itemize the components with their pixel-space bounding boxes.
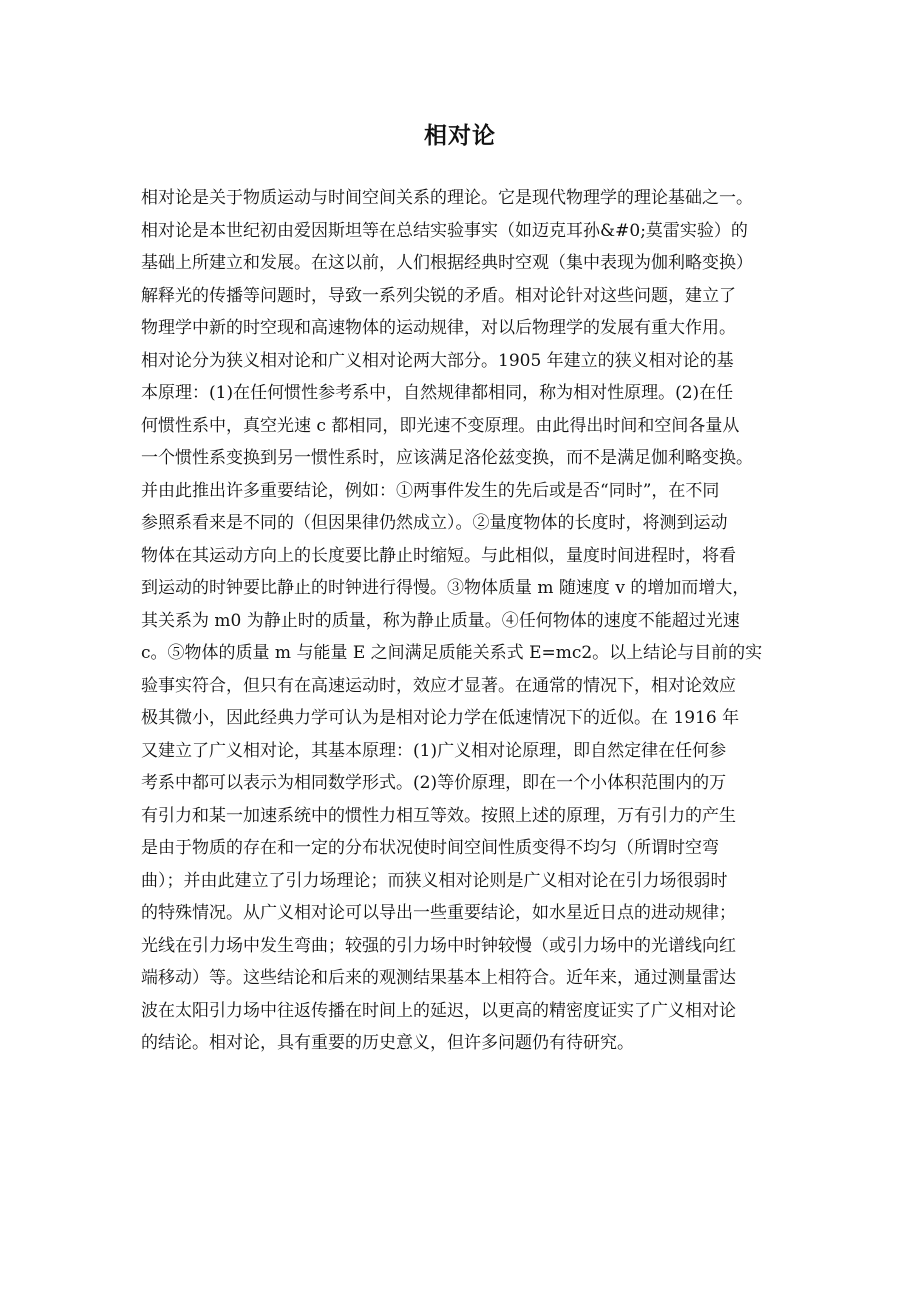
text-line: 并由此推出许多重要结论，例如：①两事件发生的先后或是否“同时”，在不同 xyxy=(141,480,720,501)
text-line: 又建立了广义相对论，其基本原理：(1)广义相对论原理，即自然定律在任何参 xyxy=(141,740,727,761)
text-line: 的结论。相对论，具有重要的历史意义，但许多问题仍有待研究。 xyxy=(141,1033,634,1053)
text-line: 物理学中新的时空现和高速物体的运动规律，对以后物理学的发展有重大作用。 xyxy=(141,318,736,338)
text-line: 验事实符合，但只有在高速运动时，效应才显著。在通常的情况下，相对论效应 xyxy=(141,675,736,696)
text-line: 相对论是本世纪初由爱因斯坦等在总结实验事实（如迈克耳孙&#0;莫雷实验）的 xyxy=(141,220,748,241)
text-line: 的特殊情况。从广义相对论可以导出一些重要结论，如水星近日点的进动规律； xyxy=(141,903,736,923)
text-line: 光线在引力场中发生弯曲；较强的引力场中时钟较慢（或引力场中的光谱线向红 xyxy=(141,935,736,956)
text-line: 有引力和某一加速系统中的惯性力相互等效。按照上述的原理，万有引力的产生 xyxy=(141,805,736,826)
text-line: 何惯性系中，真空光速 c 都相同，即光速不变原理。由此得出时间和空间各量从 xyxy=(141,415,740,436)
text-line: 本原理：(1)在任何惯性参考系中，自然规律都相同，称为相对性原理。(2)在任 xyxy=(141,383,734,403)
text-line: 相对论是关于物质运动与时间空间关系的理论。它是现代物理学的理论基础之一。 xyxy=(141,188,753,208)
text-line: 相对论分为狭义相对论和广义相对论两大部分。1905 年建立的狭义相对论的基 xyxy=(141,350,734,371)
text-line: 物体在其运动方向上的长度要比静止时缩短。与此相似，量度时间进程时，将看 xyxy=(141,545,736,566)
text-line: 基础上所建立和发展。在这以前，人们根据经典时空观（集中表现为伽利略变换） xyxy=(141,253,753,273)
text-line: 参照系看来是不同的（但因果律仍然成立）。②量度物体的长度时，将测到运动 xyxy=(141,513,728,533)
text-line: c。⑤物体的质量 m 与能量 E 之间满足质能关系式 E=mc2。以上结论与目前的实 xyxy=(141,643,763,663)
page-title: 相对论 xyxy=(424,123,496,149)
text-line: 是由于物质的存在和一定的分布状况使时间空间性质变得不均匀（所谓时空弯 xyxy=(141,838,719,858)
text-line: 考系中都可以表示为相同数学形式。(2)等价原理，即在一个小体积范围内的万 xyxy=(141,773,727,793)
text-line: 曲）；并由此建立了引力场理论；而狭义相对论则是广义相对论在引力场很弱时 xyxy=(141,870,728,891)
text-line: 到运动的时钟要比静止的时钟进行得慢。③物体质量 m 随速度 v 的增加而增大， xyxy=(141,578,750,598)
text-line: 其关系为 m0 为静止时的质量，称为静止质量。④任何物体的速度不能超过光速 xyxy=(141,610,740,631)
text-line: 波在太阳引力场中往返传播在时间上的延迟，以更高的精密度证实了广义相对论 xyxy=(141,1000,736,1021)
text-line: 解释光的传播等问题时，导致一系列尖锐的矛盾。相对论针对这些问题，建立了 xyxy=(141,285,736,306)
body-paragraph xyxy=(141,182,801,1060)
text-line: 端移动）等。这些结论和后来的观测结果基本上相符合。近年来，通过测量雷达 xyxy=(141,968,736,988)
text-line: 极其微小，因此经典力学可认为是相对论力学在低速情况下的近似。在 1916 年 xyxy=(141,708,740,728)
text-line: 一个惯性系变换到另一惯性系时，应该满足洛伦兹变换，而不是满足伽利略变换。 xyxy=(141,448,753,468)
